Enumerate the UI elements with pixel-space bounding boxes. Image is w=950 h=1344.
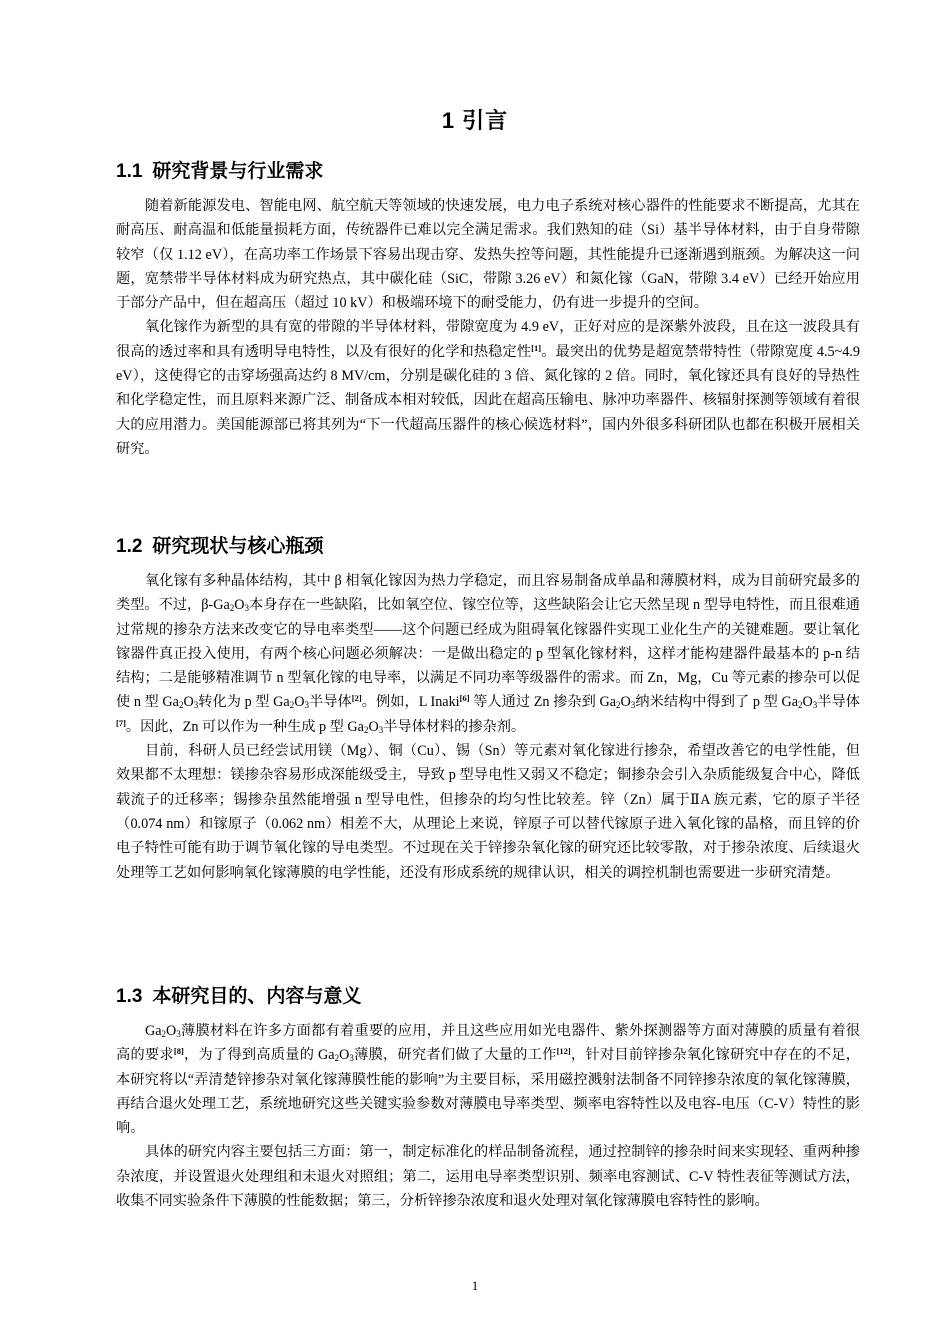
- paragraph-text: 半导体材料的掺杂剂。: [383, 718, 526, 735]
- section-title: 研究背景与行业需求: [152, 161, 324, 182]
- chemical-subscript: 2: [161, 1029, 167, 1039]
- paragraph-text: O: [368, 718, 379, 735]
- paragraph-text: 薄膜，研究者们做了大量的工作: [353, 1047, 557, 1064]
- paragraph-text: 薄膜材料在许多方面都有着重要的应用，并且这些应用如光电器件、紫外探测器等方面对薄膜的质量有着很高的要求: [116, 1023, 860, 1064]
- paragraph-text: 。最突出的优势是超宽禁带特性（带隙宽度 4.5~4.9 eV），这使得它的击穿场强高达约 8 MV/cm，分别是碳化硅的 3 倍、氮化镓的 2 倍。同时，氧化镓还具有良好的导热性和化学稳定性，而且原料来源广泛、制备成本相对较低，因此在超高压输电、脉冲功率器件、核辐射探测等领域有着很大的应用潜力。美国能源部已将其列为“下一代超高压器件的核心候选材料”，国内外很多科研团队也都在积极开展相关研究。: [116, 343, 860, 457]
- paragraph-text: ，为了得到高质量的 Ga: [183, 1047, 335, 1064]
- chemical-subscript: 2: [178, 700, 184, 711]
- chemical-subscript: 3: [378, 724, 384, 735]
- section-body-1-1: [116, 194, 860, 461]
- chemical-subscript: 2: [363, 724, 369, 735]
- paragraph-text: 半导体: [308, 694, 352, 711]
- paragraph-text: O: [183, 694, 194, 711]
- citation-reference: [6]: [459, 693, 470, 704]
- paragraph-text: Ga: [145, 1023, 162, 1039]
- chemical-subscript: 3: [304, 700, 309, 711]
- paragraph-text: 氧化镓作为新型的具有宽的带隙的半导体材料，带隙宽度为 4.9 eV，正好对应的是深紫外波段，且在这一波段具有很高的透过率和具有透明导电特性，以及有很好的化学和热稳定性: [116, 319, 860, 360]
- paragraph-text: O: [620, 694, 631, 711]
- section-title: 研究现状与核心瓶颈: [152, 536, 324, 557]
- chemical-subscript: 3: [176, 1029, 181, 1039]
- section-number: 1.2: [116, 536, 143, 557]
- section-heading-1-2: [116, 531, 323, 558]
- section-heading-1-1: [116, 156, 323, 183]
- paragraph: [116, 1140, 860, 1213]
- citation-reference: [8]: [173, 1046, 184, 1057]
- paragraph-text: 。因此，Zn 可以作为一种生成 p 型 Ga: [125, 718, 364, 735]
- section-body-1-3: [116, 1019, 860, 1213]
- paragraph: [116, 315, 860, 461]
- paragraph-text: O: [294, 694, 305, 711]
- section-number: 1.3: [116, 986, 143, 1007]
- paragraph-text: 具体的研究内容主要包括三方面：第一，制定标准化的样品制备流程，通过控制锌的掺杂时间来实现轻、重两种掺杂浓度，并设置退火处理组和未退火对照组；第二，运用电导率类型识别、频率电容测试、C-V 特性表征等测试方法，收集不同实验条件下薄膜的性能数据；第三，分析锌掺杂浓度和退火处理对氧化镓薄膜电容特性的影响。: [116, 1144, 860, 1210]
- paragraph-text: 氧化镓有多种晶体结构，其中 β 相氧化镓因为热力学稳定，而且容易制备成单晶和薄膜材料，成为目前研究最多的类型。不过，β-Ga: [116, 573, 860, 614]
- chemical-subscript: 2: [229, 603, 235, 614]
- paragraph-text: 本身存在一些缺陷，比如氧空位、镓空位等，这些缺陷会让它天然呈现 n 型导电特性，而且很难通过常规的掺杂方法来改变它的导电率类型——这个问题已经成为阻碍氧化镓器件实现工业化生产的关键难题。要让氧化镓器件真正投入使用，有两个核心问题必须解决：一是做出稳定的 p 型氧化镓材料，这样才能构建器件最基本的 p-n 结结构；二是能够精准调节 n 型氧化镓的电导率，以满足不同功率等级器件的需求。而 Zn，Mg，Cu 等元素的掺杂可以促使 n 型 Ga: [116, 597, 860, 711]
- citation-reference: [7]: [116, 717, 126, 728]
- chemical-subscript: 2: [334, 1053, 340, 1064]
- chemical-subscript: 3: [812, 700, 818, 711]
- section-heading-1-3: [116, 981, 361, 1008]
- chemical-subscript: 3: [244, 603, 249, 614]
- paragraph-text: 目前，科研人员已经尝试用镁（Mg）、铜（Cu）、锡（Sn）等元素对氧化镓进行掺杂，希望改善它的电学性能，但效果都不太理想：镁掺杂容易形成深能级受主，导致 p 型导电性又弱又不稳定；铜掺杂会引入杂质能级复合中心，降低载流子的迁移率；锡掺杂虽然能增强 n 型导电性，但掺杂的均匀性比较差。锌（Zn）属于ⅡA 族元素，它的原子半径（0.074 nm）和镓原子（0.062 nm）相差不大，从理论上来说，锌原子可以替代镓原子进入氧化镓的晶格，而且锌的价电子特性可能有助于调节氧化镓的导电类型。不过现在关于锌掺杂氧化镓的研究还比较零散，对于掺杂浓度、后续退火处理等工艺如何影响氧化镓薄膜的电学性能，还没有形成系统的规律认识，相关的调控机制也需要进一步研究清楚。: [116, 743, 860, 881]
- page-number: 1: [471, 1278, 479, 1293]
- paragraph-text: O: [339, 1047, 350, 1064]
- paragraph: [116, 569, 860, 739]
- section-number: 1.1: [116, 161, 143, 182]
- paragraph-text: 转化为 p 型 Ga: [198, 694, 290, 711]
- chemical-subscript: 3: [630, 700, 636, 711]
- citation-reference: [1]: [531, 342, 542, 353]
- paragraph: [116, 194, 860, 315]
- paragraph-text: 半导体: [817, 694, 860, 711]
- paragraph-text: 等人通过 Zn 掺杂到 Ga: [469, 694, 617, 711]
- paragraph-text: O: [166, 1023, 177, 1039]
- paragraph-text: O: [234, 597, 245, 614]
- section-title: 本研究目的、内容与意义: [152, 986, 362, 1007]
- chemical-subscript: 2: [289, 700, 295, 711]
- chemical-subscript: 3: [349, 1053, 354, 1064]
- paragraph-text: 纳米结构中得到了 p 型 Ga: [635, 694, 798, 711]
- chemical-subscript: 3: [193, 700, 199, 711]
- chemical-subscript: 2: [798, 700, 803, 711]
- chapter-title: 1 引言: [441, 108, 509, 133]
- paragraph-text: 随着新能源发电、智能电网、航空航天等领域的快速发展，电力电子系统对核心器件的性能要求不断提高，尤其在耐高压、耐高温和低能量损耗方面，传统器件已难以完全满足需求。我们熟知的硅（Si）基半导体材料，由于自身带隙较窄（仅 1.12 eV），在高功率工作场景下容易出现击穿、发热失控等问题，其性能提升已逐渐遇到瓶颈。为解决这一问题，宽禁带半导体材料成为研究热点，其中碳化硅（SiC，带隙 3.26 eV）和氮化镓（GaN，带隙 3.4 eV）已经开始应用于部分产品中，但在超高压（超过 10 kV）和极端环境下的耐受能力，仍有进一步提升的空间。: [116, 198, 860, 312]
- paragraph: [116, 739, 860, 885]
- paragraph-text: 。例如，L Inaki: [361, 694, 460, 711]
- paragraph-text: ，针对目前锌掺杂氧化镓研究中存在的不足，本研究将以“弄清楚锌掺杂对氧化镓薄膜性能的影响”为主要目标，采用磁控溅射法制备不同锌掺杂浓度的氧化镓薄膜，再结合退火处理工艺，系统地研究这些关键实验参数对薄膜电导率类型、频率电容特性以及电容-电压（C-V）特性的影响。: [116, 1047, 860, 1137]
- paragraph: [116, 1019, 860, 1140]
- chemical-subscript: 2: [616, 700, 621, 711]
- section-body-1-2: [116, 569, 860, 885]
- citation-reference: [2]: [351, 693, 362, 704]
- citation-reference: [12]: [556, 1046, 571, 1057]
- paragraph-text: O: [802, 694, 813, 711]
